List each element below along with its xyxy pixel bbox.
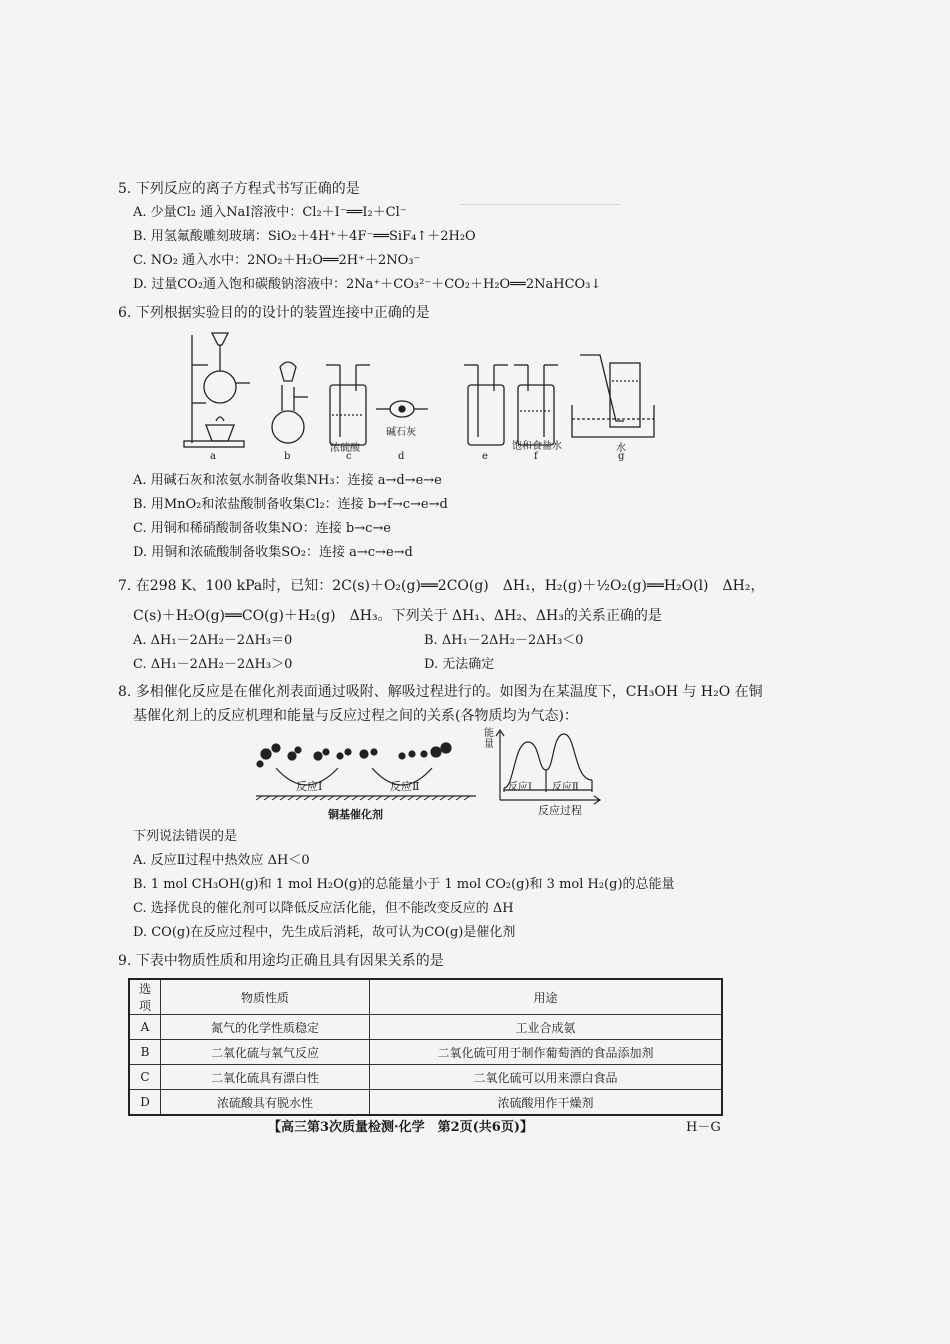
- q6-option-b: B. 用MnO₂和浓盐酸制备收集Cl₂：连接 b→f→c→e→d: [133, 497, 448, 512]
- apparatus-reagent-g: 水: [616, 443, 626, 454]
- q8-option-b: B. 1 mol CH₃OH(g)和 1 mol H₂O(g)的总能量小于 1 mol CO₂(g)和 3 mol H₂(g)的总能量: [133, 877, 675, 892]
- catalyst-label: 铜基催化剂: [328, 808, 383, 821]
- q8-line2: 基催化剂上的反应机理和能量与反应过程之间的关系(各物质均为气态)：: [133, 708, 578, 724]
- q5-stem: 5. 下列反应的离子方程式书写正确的是: [118, 181, 360, 197]
- q6-stem: 6. 下列根据实验目的的设计的装置连接中正确的是: [118, 305, 430, 321]
- apparatus-figure: [180, 325, 660, 465]
- q8-stem: 下列说法错误的是: [133, 829, 238, 844]
- paper-code: H－G: [686, 1120, 721, 1135]
- q7-option-a: A. ΔH₁－2ΔH₂－2ΔH₃＝0: [133, 633, 293, 648]
- reaction-2-label: 反应Ⅱ: [390, 780, 420, 793]
- table-cell: 二氧化硫与氧气反应: [161, 1040, 370, 1065]
- table-cell: 工业合成氨: [370, 1015, 723, 1040]
- table-cell: 氮气的化学性质稳定: [161, 1015, 370, 1040]
- q7-option-b: B. ΔH₁－2ΔH₂－2ΔH₃＜0: [424, 633, 584, 648]
- table-cell: 二氧化硫可以用来漂白食品: [370, 1065, 723, 1090]
- mechanism-figure: [252, 730, 482, 822]
- table-header-option: 选项: [129, 979, 161, 1015]
- q8-option-c: C. 选择优良的催化剂可以降低反应活化能，但不能改变反应的 ΔH: [133, 901, 514, 916]
- apparatus-label-d: d: [398, 451, 405, 462]
- table-row: [129, 1015, 722, 1040]
- table-cell: A: [129, 1015, 161, 1040]
- reaction-1-label: 反应Ⅰ: [296, 780, 323, 793]
- reaction-process-label: 反应过程: [538, 804, 582, 817]
- energy-reaction-2: 反应Ⅱ: [552, 782, 579, 793]
- energy-axis-label: 能量: [484, 728, 494, 750]
- q9-table: [128, 978, 723, 1116]
- q6-option-c: C. 用铜和稀硝酸制备收集NO：连接 b→c→e: [133, 521, 391, 536]
- q7-option-d: D. 无法确定: [424, 657, 495, 672]
- q8-option-d: D. CO(g)在反应过程中，先生成后消耗，故可认为CO(g)是催化剂: [133, 925, 516, 940]
- q8-option-a: A. 反应Ⅱ过程中热效应 ΔH＜0: [133, 853, 310, 868]
- q8-line1: 8. 多相催化反应是在催化剂表面通过吸附、解吸过程进行的。如图为在某温度下，CH₃OH 与 H₂O 在铜: [118, 684, 763, 700]
- table-header-row: [129, 979, 722, 1015]
- q7-line2: C(s)＋H₂O(g)══CO(g)＋H₂(g) ΔH₃。下列关于 ΔH₁、ΔH₂、ΔH₃的关系正确的是: [133, 608, 662, 624]
- apparatus-drawing: [180, 325, 660, 465]
- table-header-use: 用途: [370, 979, 723, 1015]
- apparatus-reagent-d: 碱石灰: [386, 427, 416, 438]
- q9-stem: 9. 下表中物质性质和用途均正确且具有因果关系的是: [118, 953, 444, 969]
- apparatus-label-f: f: [534, 451, 538, 462]
- apparatus-label-c: c: [346, 451, 352, 462]
- q7-option-c: C. ΔH₁－2ΔH₂－2ΔH₃＞0: [133, 657, 293, 672]
- table-cell: 二氧化硫具有漂白性: [161, 1065, 370, 1090]
- table-cell: B: [129, 1040, 161, 1065]
- apparatus-reagent-f: 饱和食盐水: [512, 441, 562, 452]
- q6-option-a: A. 用碱石灰和浓氨水制备收集NH₃：连接 a→d→e→e: [133, 473, 442, 488]
- table-row: [129, 1040, 722, 1065]
- apparatus-label-b: b: [284, 451, 291, 462]
- apparatus-label-e: e: [482, 451, 488, 462]
- bleed-through: [460, 196, 620, 205]
- energy-reaction-1: 反应Ⅰ: [508, 782, 532, 793]
- table-row: [129, 1090, 722, 1116]
- energy-diagram: [484, 728, 608, 818]
- table-cell: 浓硫酸具有脱水性: [161, 1090, 370, 1116]
- q7-line1: 7. 在298 K、100 kPa时，已知：2C(s)＋O₂(g)══2CO(g) ΔH₁，H₂(g)＋½O₂(g)══H₂O(l) ΔH₂，: [118, 578, 765, 594]
- table-header-property: 物质性质: [161, 979, 370, 1015]
- q5-option-c: C. NO₂ 通入水中：2NO₂＋H₂O══2H⁺＋2NO₃⁻: [133, 253, 421, 268]
- table-cell: 二氧化硫可用于制作葡萄酒的食品添加剂: [370, 1040, 723, 1065]
- apparatus-reagent-c: 浓硫酸: [330, 443, 360, 454]
- table-row: [129, 1065, 722, 1090]
- table-cell: C: [129, 1065, 161, 1090]
- page-footer: 【高三第3次质量检测·化学 第2页(共6页)】: [268, 1120, 533, 1135]
- q5-option-b: B. 用氢氟酸雕刻玻璃：SiO₂＋4H⁺＋4F⁻══SiF₄↑＋2H₂O: [133, 229, 476, 244]
- apparatus-label-g: g: [618, 451, 625, 462]
- q5-option-a: A. 少量Cl₂ 通入NaI溶液中：Cl₂＋I⁻══I₂＋Cl⁻: [133, 205, 407, 220]
- q5-option-d: D. 过量CO₂通入饱和碳酸钠溶液中：2Na⁺＋CO₃²⁻＋CO₂＋H₂O══2NaHCO₃↓: [133, 277, 602, 292]
- q6-option-d: D. 用铜和浓硫酸制备收集SO₂：连接 a→c→e→d: [133, 545, 413, 560]
- apparatus-label-a: a: [210, 451, 216, 462]
- table-cell: D: [129, 1090, 161, 1116]
- table-cell: 浓硫酸用作干燥剂: [370, 1090, 723, 1116]
